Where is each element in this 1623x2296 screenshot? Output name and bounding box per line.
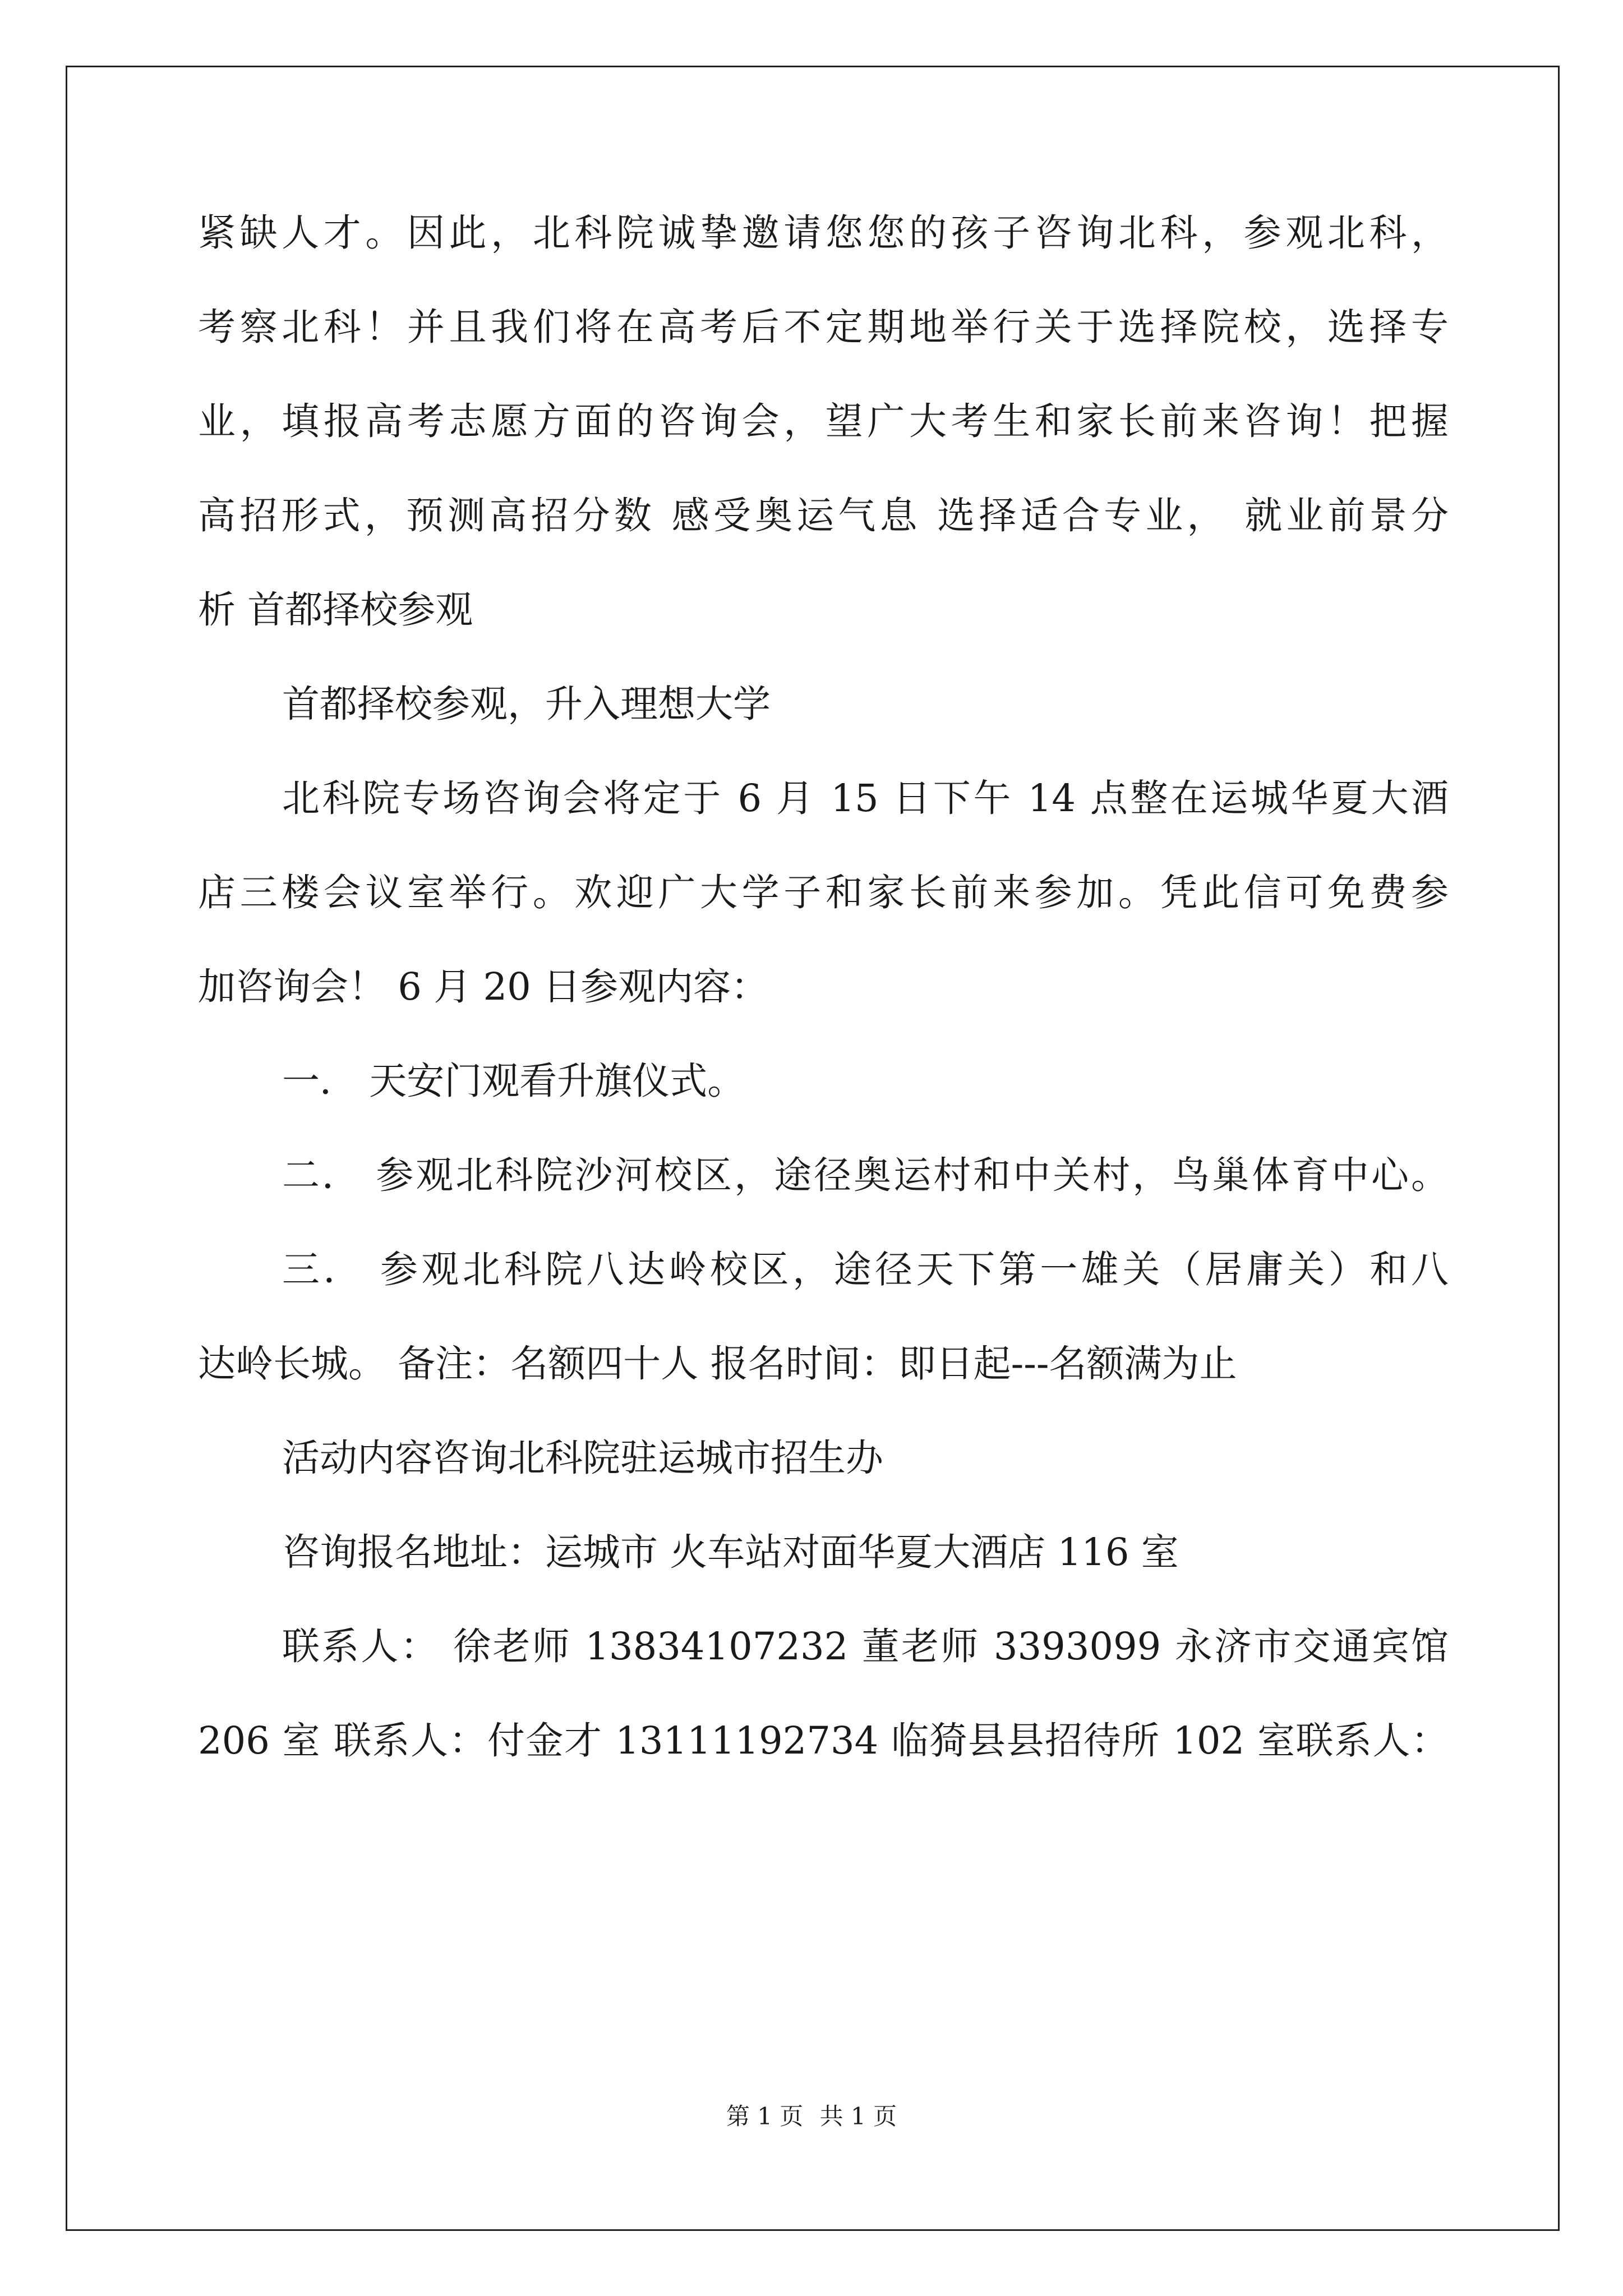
paragraph-line: 首都择校参观，升入理想大学: [282, 682, 771, 726]
paragraph-line: 北科院专场咨询会将定于 6 月 15 日下午 14 点整在运城华夏大酒: [282, 776, 1449, 820]
list-item: 三． 参观北科院八达岭校区，途径天下第一雄关（居庸关）和八: [282, 1248, 1449, 1291]
paragraph-line: 咨询报名地址：运城市 火车站对面华夏大酒店 116 室: [282, 1530, 1179, 1574]
page-number-current: 第 1 页: [726, 2102, 804, 2130]
paragraph-line: 联系人： 徐老师 13834107232 董老师 3393099 永济市交通宾馆: [282, 1625, 1449, 1668]
paragraph-line: 达岭长城。 备注：名额四十人 报名时间：即日起---名额满为止: [198, 1342, 1237, 1386]
page-number-total: 共 1 页: [819, 2102, 897, 2130]
paragraph-line: 业，填报高考志愿方面的咨询会，望广大考生和家长前来咨询！把握: [198, 399, 1449, 443]
paragraph-line: 加咨询会！ 6 月 20 日参观内容：: [198, 965, 769, 1009]
paragraph-line: 活动内容咨询北科院驻运城市招生办: [282, 1436, 883, 1480]
page-border: [66, 66, 1560, 2231]
list-item: 一． 天安门观看升旗仪式。: [282, 1059, 745, 1103]
paragraph-line: 高招形式，预测高招分数 感受奥运气息 选择适合专业， 就业前景分: [198, 494, 1449, 537]
paragraph-line: 析 首都择校参观: [198, 588, 473, 632]
page-footer: [0, 2100, 1623, 2133]
paragraph-line: 紧缺人才。因此，北科院诚挚邀请您您的孩子咨询北科，参观北科，: [198, 211, 1449, 255]
list-item: 二． 参观北科院沙河校区，途径奥运村和中关村，鸟巢体育中心。: [282, 1153, 1449, 1197]
paragraph-line: 店三楼会议室举行。欢迎广大学子和家长前来参加。凭此信可免费参: [198, 871, 1449, 914]
paragraph-line: 考察北科！并且我们将在高考后不定期地举行关于选择院校，选择专: [198, 305, 1449, 349]
paragraph-line: 206 室 联系人：付金才 13111192734 临猗县县招待所 102 室联系人：: [198, 1719, 1449, 1763]
